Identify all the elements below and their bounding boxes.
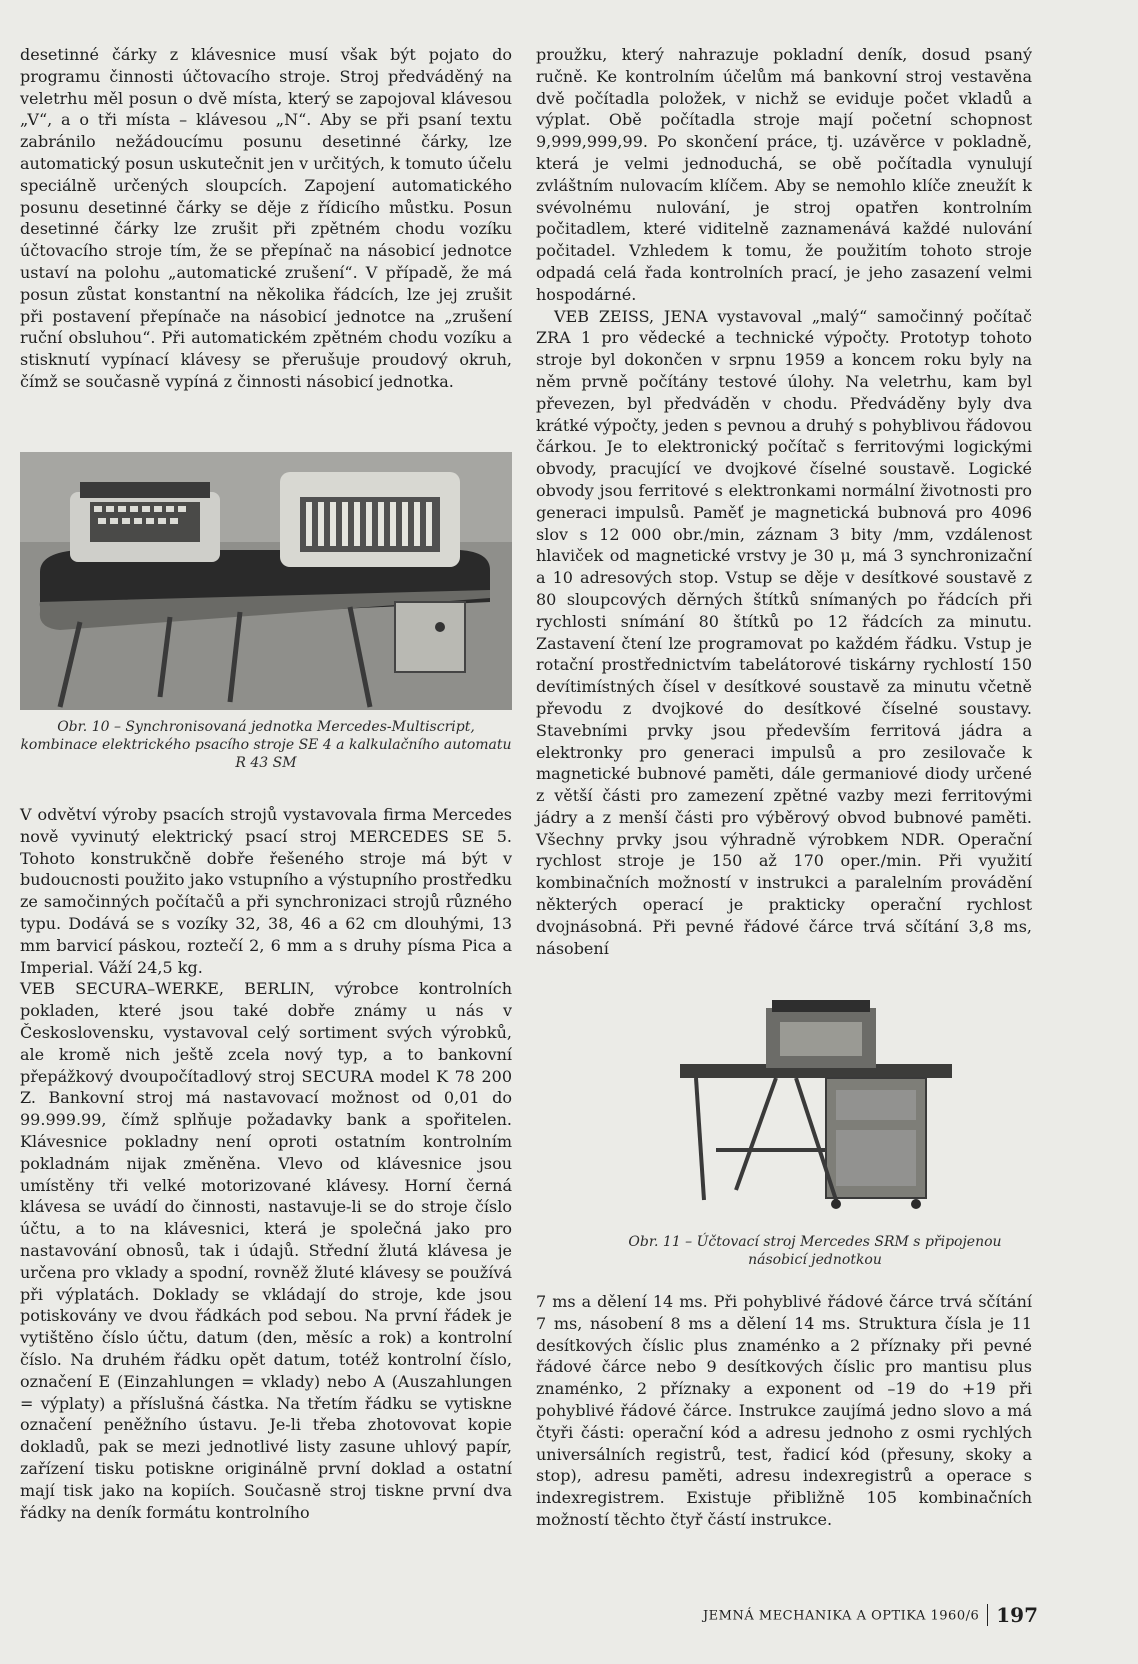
- paragraph: VEB SECURA–WERKE, BERLIN, výrobce kontrolních pokladen, které jsou také dobře známy u nás v Československu, vystavoval celý sortiment svých výrobků, ale kromě nich ještě zcela nový typ, a to bankovní přepážkový dvoupočítadlový stroj SECURA model K 78 200 Z. Bankovní stroj má nastavovací možnost od 0,01 do 99.999.99, čímž splňuje požadavky bank a spořitelen. Klávesnice pokladny není oproti ostatním kontrolním pokladnám nijak změněna. Vlevo od klávesnice jsou umístěny tři velké motorizované klávesy. Horní černá klávesa se uvádí do činnosti, nastavuje-li se do stroje číslo účtu, a to na klávesnici, která je společná jako pro nastavování obnosů, tak i údajů. Střední žlutá klávesa je určena pro vklady a spodní, rovněž žluté klávesy se používá při výplatách. Doklady se vkládají do stroje, kde jsou potiskovány ve dvou řádkách pod sebou. Na první řádek je vytištěno číslo účtu, datum (den, měsíc a rok) a kontrolní číslo. Na druhém řádku opět datum, totéž kontrolní číslo, označení E (Einzahlungen = vklady) nebo A (Auszahlungen = výplaty) a příslušná částka. Na třetím řádku se vytiskne označení peněžního ústavu. Je-li třeba zhotovovat kopie dokladů, pak se mezi jednotlivé listy zasune uhlový papír, zařízení tisku potiskne originálně první doklad a ostatní mají tisk jako na kopiích. Současně stroj tiskne první dva řádky na deník formátu kontrolního: [20, 979, 512, 1522]
- footer-divider: [987, 1604, 988, 1626]
- left-column-bottom: [20, 804, 512, 1523]
- figure-10-photo: [20, 452, 512, 710]
- paragraph: proužku, který nahrazuje pokladní deník, dosud psaný ručně. Ke kontrolním účelům má bankovní stroj vestavěna dvě počítadla položek, v nichž se eviduje počet vkladů a výplat. Obě počítadla stroje mají početní schopnost 9,999,999,99. Po skončení práce, tj. uzávěrce v pokladně, která je velmi jednoduchá, se obě počítadla vynulují zvláštním nulovacím klíčem. Aby se nemohlo klíče zneužít k svévolnému nulování, je stroj opatřen kontrolním počitadlem, které viditelně zaznamenává každé nulování počitadel. Vzhledem k tomu, že použitím tohoto stroje odpadá celá řada kontrolních prací, je jeho zasazení velmi hospodárné.: [536, 45, 1032, 304]
- figure-11-caption: Obr. 11 – Účtovací stroj Mercedes SRM s připojenou násobicí jednotkou: [628, 1234, 1002, 1268]
- figure-10-caption: Obr. 10 – Synchronisovaná jednotka Mercedes-Multiscript, kombinace elektrického psacího stroje SE 4 a kalkulačního automatu R 43 SM: [20, 719, 512, 771]
- right-column-top: [536, 44, 1032, 959]
- paragraph: 7 ms a dělení 14 ms. Při pohyblivé řádové čárce trvá sčítání 7 ms, násobení 8 ms a dělení 14 ms. Struktura čísla je 11 desítkových číslic plus znaménko a 2 příznaky při pevné řádové čárce nebo 9 desítkových číslic pro mantisu plus znaménko, 2 příznaky a exponent od –19 do +19 při pohyblivé řádové čárce. Instrukce zaujímá jedno slovo a má čtyři části: operační kód a adresu jednoho z osmi rychlých universálních registrů, test, řadicí kód (přesuny, skoky a stop), adresu paměti, adresu indexregistrů a operace s indexregistrem. Existuje přibližně 105 kombinačních možností těchto čtyř částí instrukce.: [536, 1292, 1032, 1529]
- page-footer: [700, 1603, 1038, 1627]
- page-number: 197: [996, 1603, 1038, 1627]
- paragraph: V odvětví výroby psacích strojů vystavovala firma Mercedes nově vyvinutý elektrický psací stroj MERCEDES SE 5. Tohoto konstrukčně dobře řešeného stroje má být v budoucnosti použito jako vstupního a výstupního prostředku ze samočinných počítačů a při synchronizaci strojů různého typu. Dodává se s vozíky 32, 38, 46 a 62 cm dlouhými, 13 mm barvicí páskou, roztečí 2, 6 mm a s druhy písma Pica a Imperial. Váží 24,5 kg.: [20, 805, 512, 977]
- left-column-top: [20, 44, 512, 393]
- right-column-bottom: [536, 1291, 1032, 1531]
- paragraph: desetinné čárky z klávesnice musí však být pojato do programu činnosti účtovacího stroje. Stroj předváděný na veletrhu měl posun o dvě místa, který se zapojoval klávesou „V“, a o tři místa – klávesou „N“. Aby se při psaní textu zabránilo nežádoucímu posunu desetinné čárky, lze automatický posun uskutečnit jen v určitých, k tomuto účelu speciálně určených sloupcích. Zapojení automatického posunu desetinné čárky se děje z řídicího můstku. Posun desetinné čárky lze zrušit při zpětném chodu vozíku účtovacího stroje tím, že se přepínač na násobicí jednotce ustaví na polohu „automatické zrušení“. V případě, že má posun zůstat konstantní na několika řádcích, lze jej zrušit při postavení přepínače na násobicí jednotce na „zrušení ruční obsluhou“. Při automatickém zpětném chodu vozíku a stisknutí vypínací klávesy se přerušuje proudový okruh, čímž se současně vypíná z činnosti násobicí jednotka.: [20, 45, 512, 391]
- paragraph: VEB ZEISS, JENA vystavoval „malý“ samočinný počítač ZRA 1 pro vědecké a technické výpočty. Prototyp tohoto stroje byl dokončen v srpnu 1959 a koncem roku byly na něm prvně počítány testové úlohy. Na veletrhu, kam byl převezen, byl předváděn v chodu. Předváděny byly dva krátké výpočty, jeden s pevnou a druhý s pohyblivou řádovou čárkou. Je to elektronický počítač s ferritovými logickými obvody, pracující ve dvojkové číselné soustavě. Logické obvody jsou ferritové s elektronkami normální životnosti pro generaci impulsů. Paměť je magnetická bubnová pro 4096 slov s 12 000 obr./min, záznam 3 bity /mm, vzdálenost hlaviček od magnetické vrstvy je 30 μ, má 3 synchronizační a 10 adresových stop. Vstup se děje v desítkové soustavě z 80 sloupcových děrných štítků snímaných po řádcích při rychlosti snímání 80 štítků po 12 řádcích za minutu. Zastavení čtení lze programovat po každém řádku. Vstup je rotační prostřednictvím tabelátorové tiskárny rychlostí 150 devítimístných čísel v desítkové soustavě za minutu včetně převodu z dvojkové do desítkové číselné soustavy. Stavebními prvky jsou především ferritová jádra a elektronky pro generaci impulsů a pro zesilovače k magnetické bubnové paměti, dále germaniové diody určené z větší části pro zamezení zpětné vazby mezi ferritovými jádry a z menší části pro výběrový obvod bubnové paměti. Všechny prvky jsou výhradně výrobkem NDR. Operační rychlost stroje je 150 až 170 oper./min. Při využití kombinačních možností v instrukci a paralelním provádění některých operací je prakticky operační rychlost dvojnásobná. Při pevné řádové čárce trvá sčítání 3,8 ms, násobení: [536, 306, 1032, 958]
- figure-11-photo: [676, 1000, 956, 1222]
- journal-name: JEMNÁ MECHANIKA A OPTIKA 1960/6: [702, 1608, 980, 1624]
